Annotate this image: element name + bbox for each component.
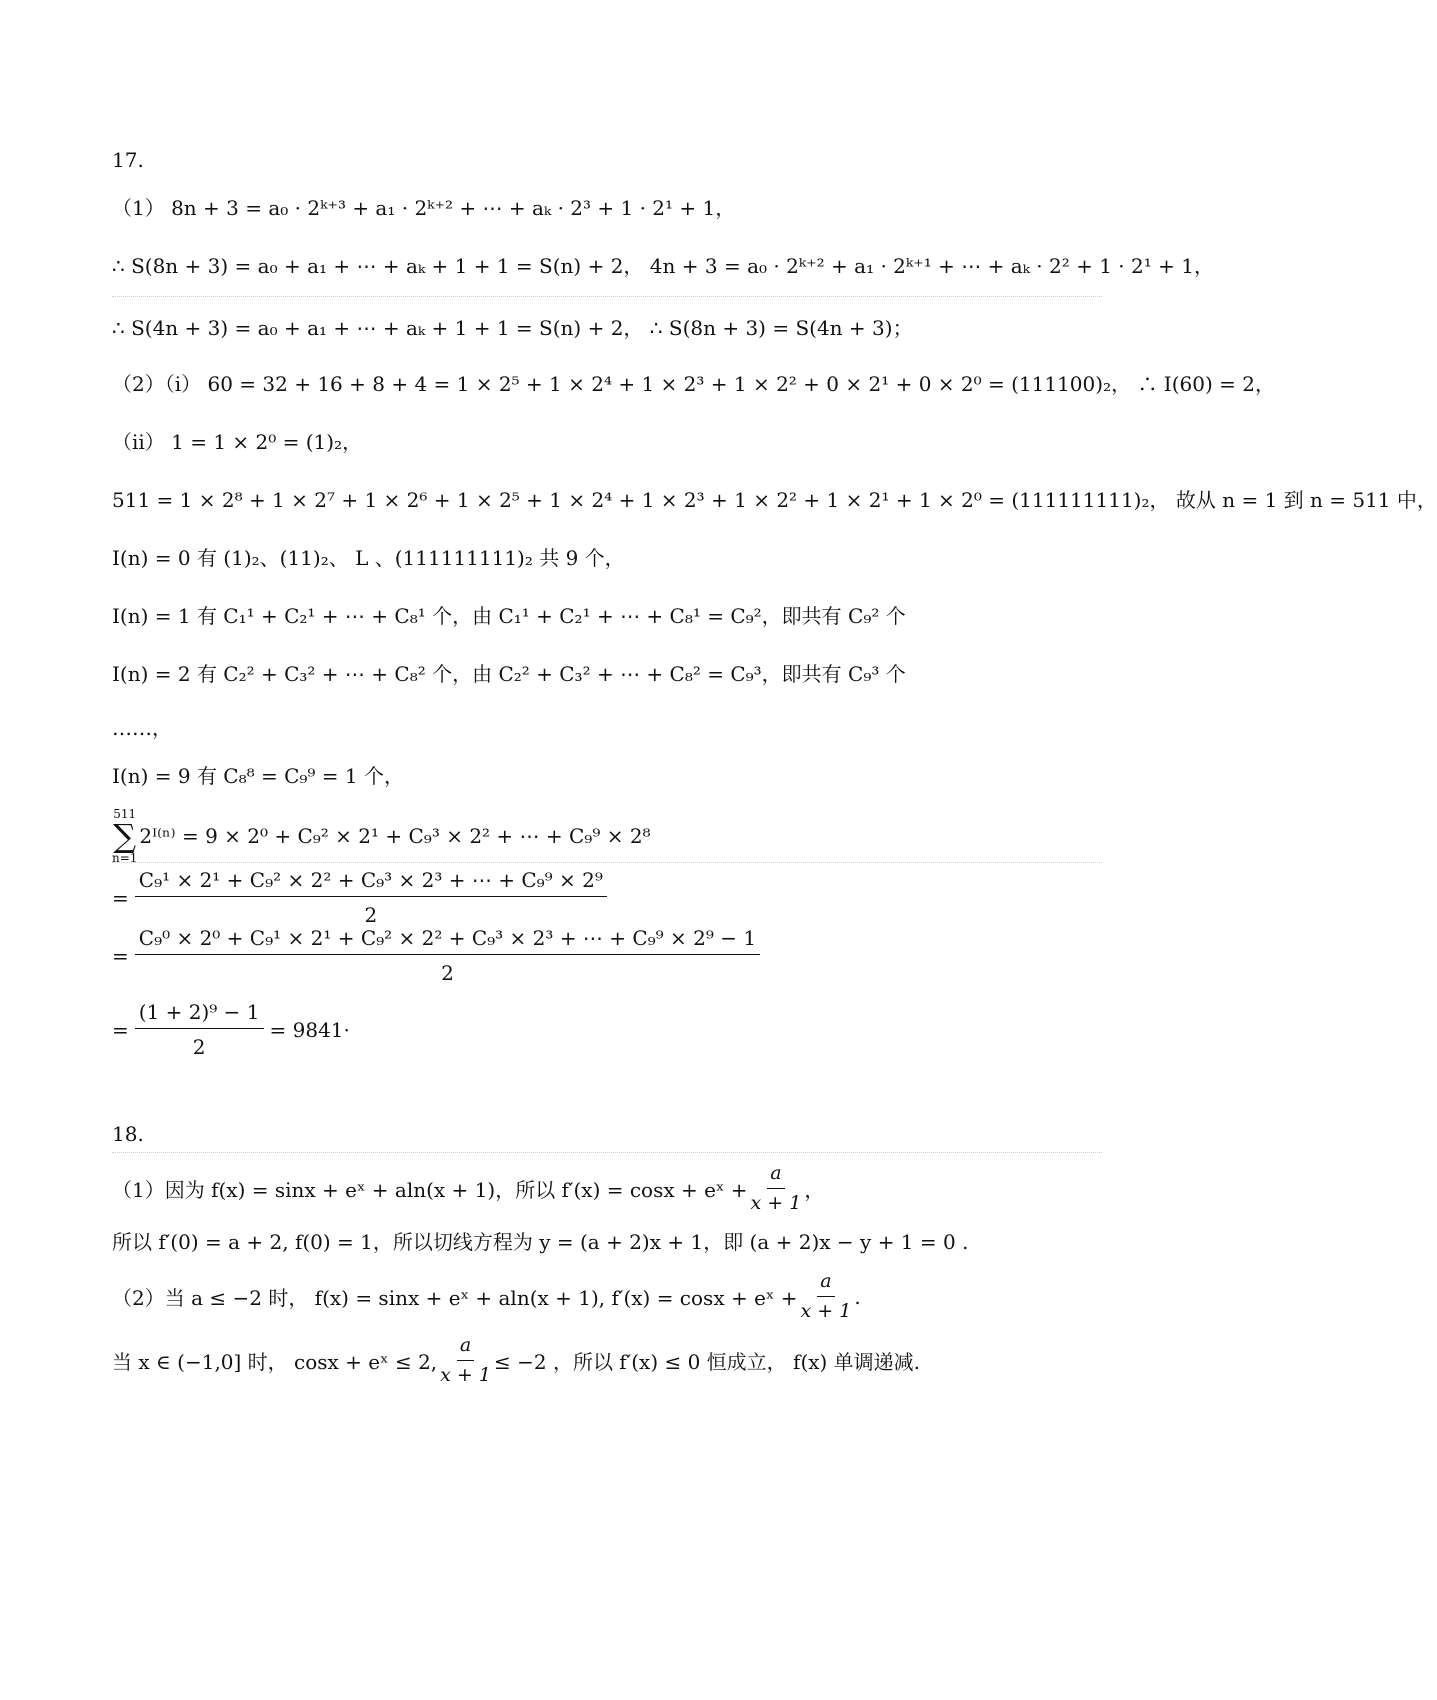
fraction-denominator: 2 (192, 1035, 206, 1059)
q18-part1-line2: 所以 f′(0) = a + 2, f(0) = 1，所以切线方程为 y = (a + 2)x + 1，即 (a + 2)x − y + 1 = 0 . (112, 1230, 969, 1254)
dotted-separator (112, 862, 1102, 863)
q17-part2-line5: I(n) = 1 有 C₁¹ + C₂¹ + ⋯ + C₈¹ 个，由 C₁¹ + C₂¹ + ⋯ + C₈¹ = C₉²，即共有 C₉² 个 (112, 604, 906, 628)
q18-part2-text-end: ≤ −2 ，所以 f′(x) ≤ 0 恒成立， f(x) 单调递减. (493, 1350, 921, 1374)
q17-part2-ellipsis: ……， (112, 716, 172, 740)
fraction-numerator: C₉¹ × 2¹ + C₉² × 2² + C₉³ × 2³ + ⋯ + C₉⁹ × 2⁹ (135, 870, 607, 897)
q17-part2-line4: I(n) = 0 有 (1)₂、(11)₂、 L 、(111111111)₂ 共 9 个， (112, 546, 625, 570)
q17-part2-line8: I(n) = 9 有 C₈⁸ = C₉⁹ = 1 个， (112, 764, 405, 788)
q17-part2-line3: 511 = 1 × 2⁸ + 1 × 2⁷ + 1 × 2⁶ + 1 × 2⁵ + 1 × 2⁴ + 1 × 2³ + 1 × 2² + 1 × 2¹ + 1 × 2⁰ = (111111111)₂， 故从 n = 1 到 n = 511 中， (112, 488, 1437, 512)
q17-equation-3 (112, 1002, 350, 1057)
inline-fraction (801, 1272, 852, 1321)
equals-sign: = (112, 1017, 129, 1042)
fraction (135, 1002, 264, 1057)
fraction-numerator: a (767, 1164, 784, 1189)
q18-part1-line1 (112, 1164, 824, 1213)
q17-equation-1 (112, 870, 607, 925)
sum-symbol (112, 808, 137, 864)
fraction-denominator: x + 1 (800, 1300, 852, 1322)
q18-part1-text: （1）因为 f(x) = sinx + eˣ + aln(x + 1)，所以 f′(x) = cosx + eˣ + (112, 1178, 748, 1202)
q17-part2-line6: I(n) = 2 有 C₂² + C₃² + ⋯ + C₈² 个，由 C₂² + C₃² + ⋯ + C₈² = C₉³，即共有 C₉³ 个 (112, 662, 906, 686)
question-18-number: 18. (112, 1122, 144, 1146)
fraction (135, 928, 760, 983)
equals-sign: = (112, 943, 129, 968)
q17-sum-line (112, 808, 651, 864)
q18-part2-line1 (112, 1272, 861, 1321)
sum-lower-limit: n=1 (112, 851, 138, 865)
fraction-numerator: (1 + 2)⁹ − 1 (135, 1002, 264, 1029)
punctuation: . (854, 1284, 861, 1309)
sigma-glyph: ∑ (113, 817, 137, 855)
q17-part1-line3: ∴ S(4n + 3) = a₀ + a₁ + ⋯ + aₖ + 1 + 1 = S(n) + 2， ∴ S(8n + 3) = S(4n + 3)； (112, 316, 913, 340)
dotted-separator (112, 296, 1102, 297)
sum-upper-limit: 511 (113, 807, 137, 821)
dotted-separator (112, 1152, 1102, 1153)
fraction-numerator: C₉⁰ × 2⁰ + C₉¹ × 2¹ + C₉² × 2² + C₉³ × 2³ + ⋯ + C₉⁹ × 2⁹ − 1 (135, 928, 760, 955)
fraction-numerator: a (817, 1272, 834, 1297)
inline-fraction (440, 1336, 491, 1385)
fraction-denominator: 2 (441, 961, 454, 985)
fraction (135, 870, 607, 925)
fraction-denominator: x + 1 (440, 1364, 491, 1386)
q17-part1-line1: （1） 8n + 3 = a₀ · 2ᵏ⁺³ + a₁ · 2ᵏ⁺² + ⋯ + aₖ · 2³ + 1 · 2¹ + 1， (112, 196, 736, 220)
q18-part2-text-start: 当 x ∈ (−1,0] 时， cosx + eˣ ≤ 2, (112, 1350, 438, 1374)
fraction-denominator: x + 1 (750, 1192, 802, 1214)
inline-fraction (751, 1164, 802, 1213)
q17-equation-2 (112, 928, 760, 983)
q18-part2-line2 (112, 1336, 920, 1385)
sum-expression: 2ᴵ⁽ⁿ⁾ = 9 × 2⁰ + C₉² × 2¹ + C₉³ × 2² + ⋯ + C₉⁹ × 2⁸ (139, 824, 651, 848)
fraction-denominator: 2 (364, 903, 378, 927)
equation-result: = 9841· (269, 1017, 350, 1042)
question-17-number: 17. (112, 148, 144, 172)
punctuation: ， (804, 1178, 825, 1202)
q17-part1-line2: ∴ S(8n + 3) = a₀ + a₁ + ⋯ + aₖ + 1 + 1 = S(n) + 2， 4n + 3 = a₀ · 2ᵏ⁺² + a₁ · 2ᵏ⁺¹ + ⋯ + aₖ · 2² + 1 · 2¹ + 1， (112, 254, 1214, 278)
fraction-numerator: a (457, 1336, 474, 1361)
q18-part2-text: （2）当 a ≤ −2 时， f(x) = sinx + eˣ + aln(x + 1), f′(x) = cosx + eˣ + (112, 1286, 798, 1310)
q17-part2-line1: （2）（ⅰ） 60 = 32 + 16 + 8 + 4 = 1 × 2⁵ + 1 × 2⁴ + 1 × 2³ + 1 × 2² + 0 × 2¹ + 0 × 2⁰ = (111100)₂， ∴ I(60) = 2， (112, 372, 1275, 396)
q17-part2-line2: （ⅱ） 1 = 1 × 2⁰ = (1)₂， (112, 430, 363, 454)
equals-sign: = (112, 885, 129, 910)
